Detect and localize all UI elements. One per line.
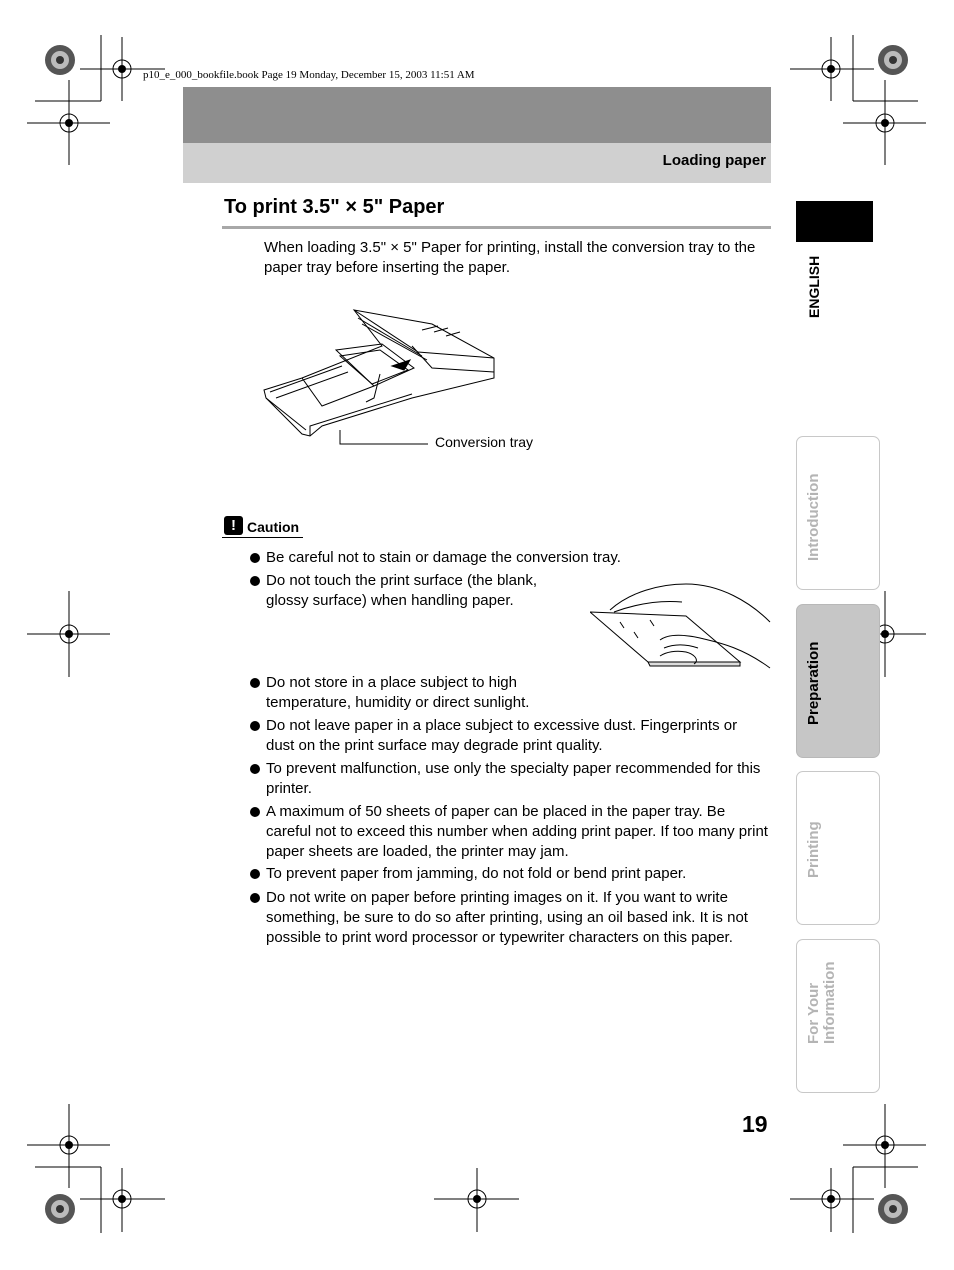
tab-english-marker (796, 201, 873, 242)
caution-item: To prevent paper from jamming, do not fold or bend print paper. (250, 864, 772, 884)
page-heading: To print 3.5" × 5" Paper (224, 196, 445, 218)
conversion-tray-illustration (262, 306, 502, 446)
bullet-icon (250, 869, 260, 879)
caution-item: Do not store in a place subject to high temperature, humidity or direct sunlight. (250, 673, 580, 713)
bullet-icon (250, 553, 260, 563)
tab-fyi-label-line1: For Your (805, 982, 822, 1044)
print-info: p10_e_000_bookfile.book Page 19 Monday, December 15, 2003 11:51 AM (143, 69, 475, 81)
tab-for-your-information[interactable] (796, 939, 880, 1093)
section-title: Loading paper (662, 152, 766, 169)
tab-introduction-label: Introduction (805, 473, 822, 561)
bullet-icon (250, 893, 260, 903)
bullet-icon (250, 764, 260, 774)
caution-item: Be careful not to stain or damage the conversion tray. (250, 548, 770, 568)
tab-english[interactable] (796, 240, 830, 320)
tab-printing[interactable] (796, 771, 880, 925)
tab-introduction[interactable] (796, 436, 880, 590)
caution-item: Do not leave paper in a place subject to excessive dust. Fingerprints or dust on the print surface may degrade print quality. (250, 716, 772, 756)
caution-underline (222, 537, 303, 538)
tab-preparation-label: Preparation (805, 641, 822, 725)
bullet-icon (250, 807, 260, 817)
intro-paragraph: When loading 3.5" × 5" Paper for printing, install the conversion tray to the paper tray before inserting the paper. (264, 239, 756, 276)
caution-label: Caution (247, 519, 300, 535)
heading-rule (222, 226, 771, 229)
bullet-icon (250, 576, 260, 586)
caution-item: A maximum of 50 sheets of paper can be placed in the paper tray. Be careful not to exceed this number when adding print paper. If too many print paper sheets are loaded, the printer may jam. (250, 802, 772, 862)
caution-item: Do not touch the print surface (the blank, glossy surface) when handling paper. (250, 571, 580, 611)
tab-fyi-label-line2: Information (821, 961, 838, 1044)
tab-preparation[interactable] (796, 604, 880, 758)
exclamation-icon: ! (224, 516, 243, 535)
hand-holding-paper-illustration (590, 582, 772, 678)
tab-english-label: ENGLISH (806, 255, 822, 318)
tab-printing-label: Printing (805, 821, 822, 878)
caution-item: To prevent malfunction, use only the specialty paper recommended for this printer. (250, 759, 772, 799)
page-number: 19 (742, 1111, 768, 1137)
header-band (183, 87, 771, 143)
caution-item: Do not write on paper before printing images on it. If you want to write something, be sure to do so after printing, using an oil based ink. It is not possible to print word processor or typewriter characters on this paper. (250, 888, 772, 948)
bullet-icon (250, 721, 260, 731)
figure-label: Conversion tray (435, 434, 534, 450)
bullet-icon (250, 678, 260, 688)
